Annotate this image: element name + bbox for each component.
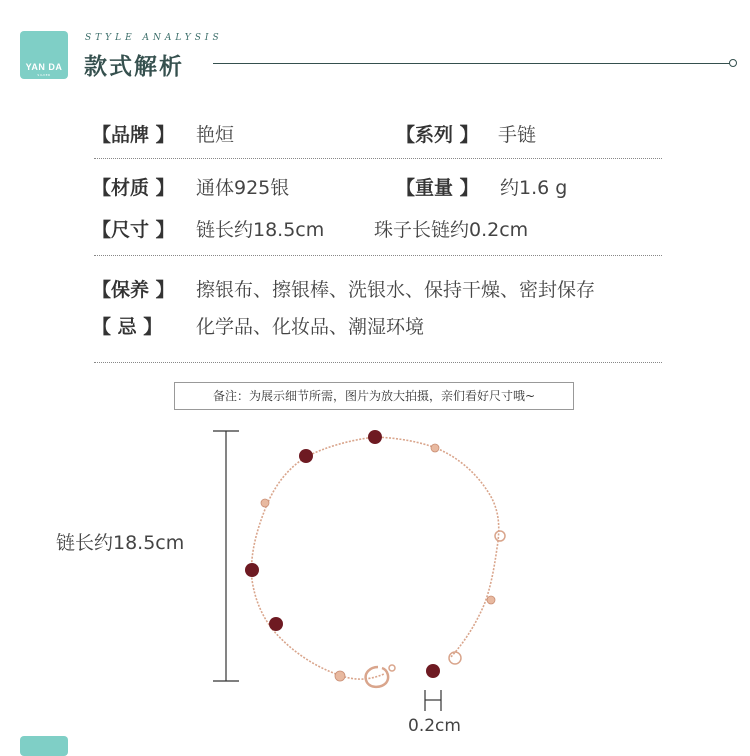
bead-size-label: 0.2cm (408, 716, 461, 736)
garnet-beads (245, 430, 440, 678)
logo-text: YAN DA (25, 62, 63, 72)
gold-bead (261, 499, 269, 507)
brand-label: 【品牌 】 (92, 124, 175, 146)
length-measure-bracket (213, 431, 239, 681)
material-label: 【材质 】 (92, 177, 175, 199)
avoid-value: 化学品、化妆品、潮湿环境 (196, 316, 425, 338)
chain-length-label: 链长约18.5cm (56, 532, 185, 554)
series-value: 手链 (498, 124, 537, 146)
gold-bead (487, 596, 495, 604)
garnet-bead (299, 449, 313, 463)
note-box: 备注：为展示细节所需，图片为放大拍摄，亲们看好尺寸哦~ (174, 382, 574, 410)
next-section-logo (20, 736, 68, 756)
bracelet-chain (252, 437, 385, 679)
size-label: 【尺寸 】 (92, 219, 175, 241)
material-value: 通体925银 (196, 177, 290, 199)
bead-size-measure (425, 690, 441, 711)
garnet-bead (368, 430, 382, 444)
brand-value: 艳烜 (196, 124, 235, 146)
weight-label: 【重量 】 (396, 177, 479, 199)
series-label: 【系列 】 (396, 124, 479, 146)
avoid-label: 【 忌 】 (92, 316, 163, 338)
chain-rings (449, 531, 505, 664)
size-value-chain: 链长约18.5cm (196, 219, 325, 241)
garnet-bead (269, 617, 283, 631)
gold-bead (335, 671, 345, 681)
size-value-bead: 珠子长链约0.2cm (374, 219, 529, 241)
weight-value: 约1.6 g (500, 177, 568, 199)
chain-ring (495, 531, 505, 541)
care-value: 擦银布、擦银棒、洗银水、保持干燥、密封保存 (196, 279, 596, 301)
chain-ring (449, 652, 461, 664)
garnet-bead (426, 664, 440, 678)
section-subtitle: STYLE ANALYSIS (85, 33, 223, 43)
bracelet-chain (375, 437, 499, 658)
gold-bead (431, 444, 439, 452)
care-label: 【保养 】 (92, 279, 175, 301)
section-title: 款式解析 (84, 54, 184, 80)
logo-subtext: SILVER (37, 73, 51, 77)
garnet-bead (245, 563, 259, 577)
